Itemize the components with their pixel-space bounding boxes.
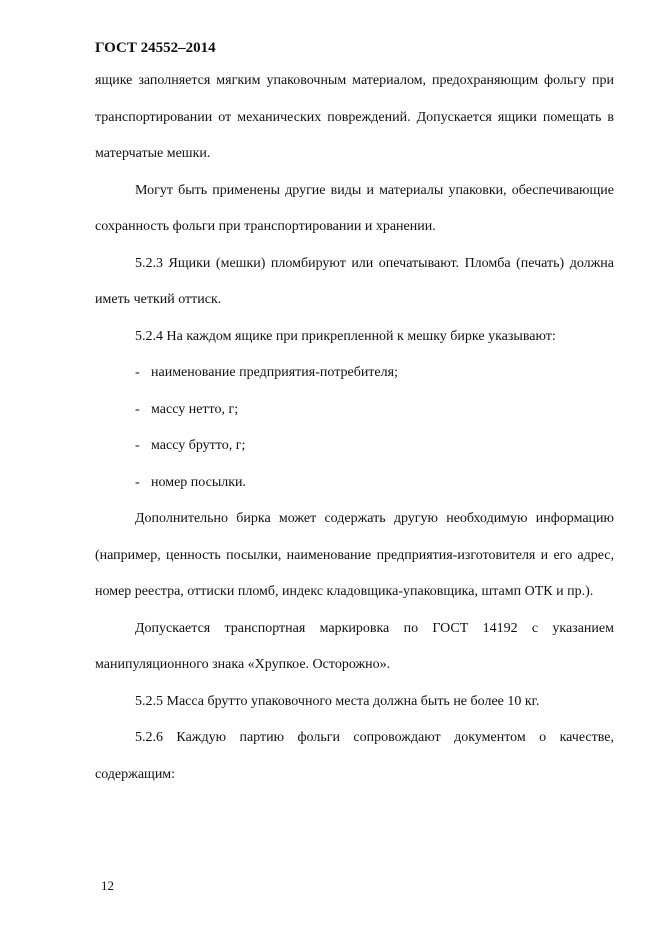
page-body	[95, 63, 614, 793]
list-dash: -	[135, 438, 140, 453]
list-dash: -	[135, 474, 140, 490]
document-header: ГОСТ 24552–2014	[95, 40, 216, 56]
list-dash: -	[135, 365, 140, 380]
list-item	[95, 355, 614, 392]
list-item	[95, 465, 614, 502]
paragraph-5-2-4: 5.2.4 На каждом ящике при прикрепленной к мешку бирке указывают:	[135, 328, 556, 344]
list-dash: -	[135, 401, 140, 417]
page-number: 12	[101, 878, 114, 893]
paragraph-packaging-filling: ящике заполняется мягким упаковочным материалом, предохраняющим фольгу при транспортировании от механических повреждений. Допускается ящики помещать в матерчатые мешки.	[95, 73, 614, 161]
list-item	[95, 392, 614, 429]
list-item-text: наименование предприятия-потребителя;	[151, 365, 398, 380]
paragraph-other-packaging: Могут быть применены другие виды и материалы упаковки, обеспечивающие сохранность фольги при транспортировании и хранении.	[95, 182, 614, 234]
paragraph-transport-marking: Допускается транспортная маркировка по ГОСТ 14192 с указанием манипуляционного знака «Хрупкое. Осторожно».	[95, 620, 614, 672]
list-item	[95, 428, 614, 465]
paragraph-tag-additional-info: Дополнительно бирка может содержать другую необходимую информацию (например, ценность посылки, наименование предприятия-изготовителя и его адрес, номер реестра, оттиски пломб, индекс кладовщика-упаковщика, штамп ОТК и пр.).	[95, 511, 614, 599]
list-item-text: номер посылки.	[151, 474, 247, 490]
list-item-text: массу нетто, г;	[151, 401, 239, 417]
paragraph-5-2-5: 5.2.5 Масса брутто упаковочного места должна быть не более 10 кг.	[135, 693, 540, 709]
paragraph-5-2-3: 5.2.3 Ящики (мешки) пломбируют или опечатывают. Пломба (печать) должна иметь четкий оттиск.	[95, 255, 614, 307]
list-item-text: массу брутто, г;	[151, 438, 246, 453]
paragraph-5-2-6: 5.2.6 Каждую партию фольги сопровождают документом о качестве, содержащим:	[95, 730, 614, 782]
